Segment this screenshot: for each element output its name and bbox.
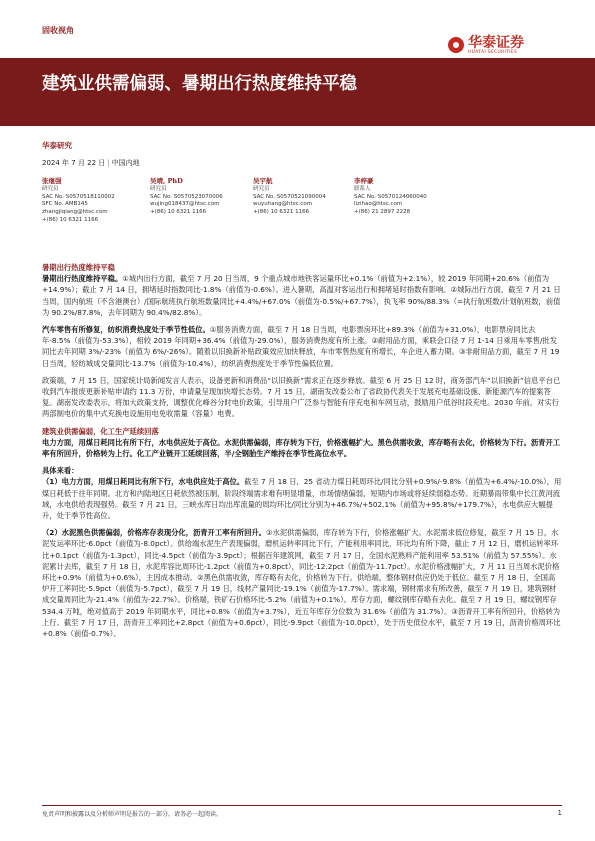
analyst-block	[42, 178, 562, 234]
analyst-name: 吴靖, PhD	[150, 177, 183, 185]
paragraph-lead: 汽车零售有所修复，纺织消费热度处于季节性低位。	[42, 325, 210, 335]
analyst-phone: +(86) 10 6321 1166	[42, 216, 99, 223]
footer	[42, 809, 562, 818]
report-title: 建筑业供需偏弱、暑期出行热度维持平稳	[42, 74, 357, 94]
title-banner	[0, 58, 595, 126]
report-body	[42, 262, 562, 639]
analyst-card	[42, 178, 115, 225]
analyst-name: 李梓豪	[354, 177, 374, 185]
paragraph-text: 电力方面，用煤日耗同比有所下行，水电供应处于高位。水泥供需偏弱，库存转为下行，价格涨幅扩大。黑色供需收敛，库存略有去化，价格转为下行。沥青开工率有所回升，价格转为上行。化工产业链开工延续回落，半/全钢胎生产维持在季节性高位水平。	[42, 437, 561, 459]
brand-logo	[448, 33, 524, 57]
research-dept: 华泰研究	[42, 141, 72, 150]
analyst-card	[150, 178, 223, 217]
analyst-sac: SAC No. S0570124060040	[354, 193, 427, 200]
paragraph-lead: （2）水泥黑色供需偏弱，价格库存表现分化，沥青开工率有所回升。	[42, 528, 266, 538]
disclaimer-note: 免责声明和披露以及分析师声明是报告的一部分，请务必一起阅读。	[42, 811, 223, 818]
paragraph: 政策端，7 月 15 日，国家统计局新闻发言人表示，设备更新和消费品“以旧换新”需求正在逐步释放。截至 6 月 25 日 12 时，商务部汽车“以旧换新”信息平台已收到汽车报废更新补贴申请约 11.3 万份，申请量呈现加快增长态势。7 月 15 日，湖南发改委公布了省政协代表关于发展充电基础设施、新能源汽车的提案答复。湖南发改委表示，将加大政策支持，调整优化峰谷分时电价政策，引导用户广泛参与智能有序充电和车网互动，鼓励用户低谷时段充电。2030 年前，对实行两部制电价的集中式充换电设施用电免收需量（容量）电费。	[42, 375, 561, 419]
paragraph	[42, 273, 562, 318]
page-number: 1	[557, 809, 562, 817]
analyst-email[interactable]: wuyuhang@htsc.com	[253, 201, 313, 208]
paragraph-text: ①城内出行方面，截至 7 月 20 日当周，9 个重点城市地铁客运量环比+0.1%（前值为+2.1%），较 2019 年同期+20.6%（前值为+14.9%）；截止 7 月 14 日，拥堵延时指数同比-1.8%（前值为-0.6%）。进入暑期，高温对客运出行和拥堵延时指数有影响。②城际出行方面，截至 7 月 21 日当周，国内航班（不含港澳台）/国际航班执行航班数量同比+4.4%/+67.0%（前值为-0.5%/+67.7%），执飞率 90%/88.3%（=执行航班数/计划航班数，前值为 90.2%/87.8%，去年同期为 90.4%/82.8%）。	[42, 274, 561, 317]
logo-name: 华泰证券	[468, 34, 524, 51]
logo-icon	[448, 37, 464, 53]
analyst-role: 研究员	[150, 185, 167, 192]
analyst-email[interactable]: lizihao@htsc.com	[354, 201, 403, 208]
analyst-name: 吴宇航	[253, 177, 273, 185]
analyst-role: 研究员	[253, 185, 270, 192]
date-line: 2024 年 7 月 22 日 | 中国内地	[42, 159, 140, 167]
analyst-sac: SAC No. S0570523070006	[150, 193, 223, 200]
paragraph-text: ①水泥供需偏弱，库存转为下行，价格涨幅扩大。水泥需求低位修复，截至 7 月 15 日，水泥发运率环比-6.0pct（前值为-8.0pct）。供给端水泥生产表现偏弱，磨机运转率同比下行，产能利用率同比、环比均有所下降，截止 7 月 12 日，磨机运转率环比+0.1pct（前值为-1.3pct），同比-4.5pct（前值为-3.9pct）；根据百年建筑网，截至 7 月 17 日，全国水泥熟料产能利用率 53.51%（前值为 57.55%）。水泥累计去库，截至 7 月 18 日，水泥库容比周环比-1.2pct（前值为+0.8pct），同比-12.2pct（前值为-11.7pct）。水泥价格涨幅扩大，7 月 11 日当周水泥价格环比+0.9%（前值为+0.6%），主因成本推动。②黑色供需收敛，库存略有去化，价格转为下行。供给端，整体钢材供应仍处于低位。截至 7 月 18 日，全国高炉开工率同比-5.9pct（前值为-5.7pct），截至 7 月 19 日，线材产量同比-19.1%（前值为-17.7%）。需求端，钢材需求有所改善，截至 7 月 19 日，建筑钢材成交量周同比为-21.4%（前值为-22.7%）。价格端，铁矿石价格环比-5.2%（前值为+0.1%）。库存方面，螺纹钢库存略有去化。截至 7 月 19 日，螺纹钢库存 534.4 万吨，绝对值高于 2019 年同期水平，同比+0.8%（前值为+3.7%），近五年库存分位数为 31.6%（前值为 31.7%）。③沥青开工率有所回升，价格转为上行。截至 7 月 17 日，沥青开工率同比+2.8pct（前值为+0.6pct），同比-9.9pct（前值为-10.0pct），处于历史低位水平，截至 7 月 19 日，沥青价格周环比+0.8%（前值-0.7%）。	[42, 528, 561, 639]
paragraph	[42, 527, 562, 639]
analyst-phone: +(86) 10 6321 1166	[253, 209, 310, 216]
logo-name-en: HUATAI SECURITIES	[468, 49, 518, 55]
report-region: 中国内地	[111, 159, 140, 167]
analyst-role: 研究员	[42, 185, 59, 192]
report-date: 2024 年 7 月 22 日	[42, 159, 106, 167]
analyst-card	[354, 178, 427, 217]
paragraph	[42, 437, 562, 459]
analyst-sac: SAC No. S0570521090004	[253, 193, 326, 200]
analyst-role: 联系人	[354, 185, 371, 192]
analyst-name: 张继强	[42, 177, 62, 185]
subsection-heading	[42, 465, 562, 476]
analyst-email[interactable]: wujing018437@htsc.com	[150, 201, 220, 208]
paragraph-text: 截至 7 月 18 日，25 省动力煤日耗周环比/同比分别+0.9%/-9.8%（前值为+6.4%/-10.0%），用煤日耗低于往年同期。北方和内陆地区日耗依然被压制，阶段终端需求难有明显增量，市场情绪偏弱，短期内市场或将延续弱稳态势。近期暴雨带集中长江黄河流域，水电供给表现强势。截至 7 月 21 日，三峡水库日均出库流量的周均环比/同比分别为+46.7%/+502.1%（前值为+95.8%/+179.7%），水电供应大幅提升，处于季节性高位。	[42, 477, 562, 521]
subsection-heading-text: 具体来看：	[42, 466, 79, 476]
paragraph-lead: 暑期出行热度维持平稳。	[42, 274, 123, 284]
paragraph-text: ①服务消费方面，截至 7 月 18 日当周，电影票房环比+89.3%（前值为+31.0%），电影票房同比去年-8.5%（前值为-53.3%），相较 2019 年同期+36.4%（前值为-29.0%），服务消费热度有所上涨。②耐用品方面，乘联会口径 7 月 1-14 日乘用车零售/批发同比去年同期 3%/-23%（前值为 6%/-26%）。随着以旧换新补贴政策效应加快释放，车市零售热度有所增长，车企进入蓄力期。③非耐用品方面，截至 7 月 19 日当周，轻纺城成交量同比-13.7%（前值为-10.4%），纺织消费热度处于季节性偏低位置。	[42, 325, 560, 368]
analyst-email[interactable]: zhangjiqiang@htsc.com	[42, 209, 108, 216]
footer-divider	[42, 805, 562, 806]
analyst-sfc: SFC No. AMB145	[42, 201, 88, 208]
section-heading: 暑期出行热度维持平稳	[42, 263, 115, 272]
analyst-phone: +(86) 21 2897 2228	[354, 209, 411, 216]
analyst-card	[253, 178, 326, 217]
section-heading: 建筑业供需偏弱，化工生产延续回落	[42, 426, 159, 436]
analyst-phone: +(86) 10 6321 1166	[150, 209, 207, 216]
paragraph	[42, 324, 562, 369]
analyst-sac: SAC No. S0570518110002	[42, 193, 115, 200]
paragraph-lead: （1）电力方面，用煤日耗同比有所下行，水电供应处于高位。	[42, 477, 245, 487]
report-tag: 固收视角	[42, 25, 74, 35]
paragraph	[42, 476, 562, 521]
